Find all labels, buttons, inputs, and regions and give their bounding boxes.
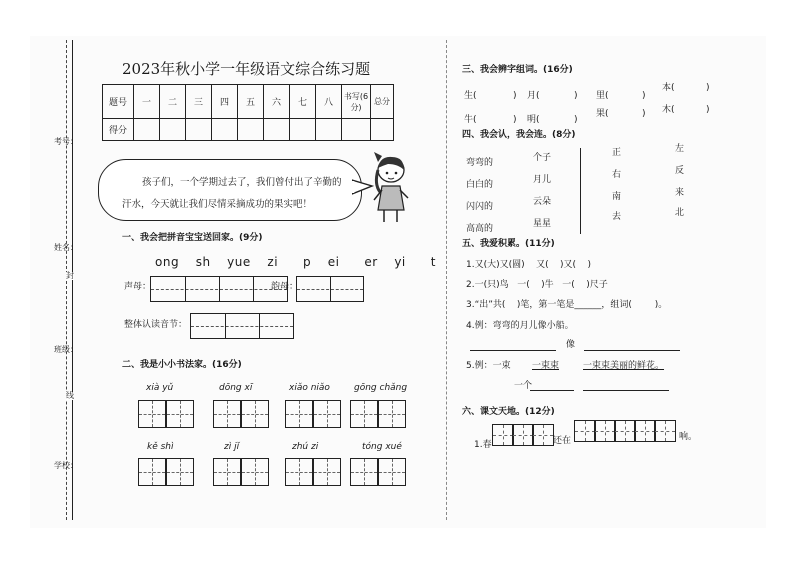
word-close: ): [642, 91, 646, 101]
q5-3: 3.“出”共( )笔，第一笔是______，组词( )。: [466, 300, 668, 310]
section-2-heading: 二、我是小小书法家。(16分): [122, 360, 242, 370]
word-close: ): [706, 83, 710, 93]
word-close: ): [513, 91, 517, 101]
writing-grid[interactable]: [313, 458, 341, 486]
score-table-header-row: [103, 85, 394, 119]
writing-grid[interactable]: [138, 400, 166, 428]
match-mid: 个子: [533, 153, 552, 163]
cell: 七: [290, 85, 316, 119]
word-close: ): [706, 105, 710, 115]
match-mid: 星星: [533, 219, 552, 229]
answer-grid[interactable]: [634, 420, 656, 442]
score-table: [102, 84, 394, 141]
writing-grid[interactable]: [285, 400, 313, 428]
bubble-line-2: 汗水，今天就让我们尽情采摘成功的果实吧！: [122, 199, 313, 210]
score-table-score-row: [103, 119, 394, 141]
writing-grid[interactable]: [350, 400, 378, 428]
shengmu-label: 声母：: [124, 282, 152, 292]
yunmu-boxes[interactable]: [296, 276, 364, 302]
kaohao-label: 考号：: [54, 137, 78, 146]
pinyin-label: gōng chǎng: [354, 383, 408, 393]
score-cell[interactable]: [342, 119, 371, 141]
q5-4-xiang: 像: [566, 340, 576, 350]
word-item: 生(: [464, 91, 477, 101]
word-item: 果(: [596, 109, 609, 119]
score-cell[interactable]: [316, 119, 342, 141]
answer-line[interactable]: [530, 390, 574, 391]
answer-line[interactable]: [470, 350, 556, 351]
yunmu-label: 韵母：: [271, 282, 299, 292]
score-cell[interactable]: [371, 119, 394, 141]
answer-line[interactable]: [584, 350, 680, 351]
word-item: 月(: [527, 91, 540, 101]
zhengti-label: 整体认读音节：: [124, 320, 188, 330]
zhengti-boxes[interactable]: [190, 313, 294, 339]
answer-grid[interactable]: [512, 424, 534, 446]
pinyin-label: zì jǐ: [224, 442, 240, 452]
match-mid: 月儿: [533, 175, 552, 185]
binding-dashed-line: [66, 40, 67, 520]
word-close: ): [513, 115, 517, 125]
writing-grid[interactable]: [166, 400, 194, 428]
writing-grid[interactable]: [213, 400, 241, 428]
q6-1-mid: 还在: [553, 436, 572, 446]
match-left: 弯弯的: [466, 158, 494, 168]
cell: 得分: [103, 119, 134, 141]
bubble-line-1: 孩子们，一个学期过去了，我们曾付出了辛勤的: [142, 177, 342, 188]
cell: 六: [264, 85, 290, 119]
cell: 三: [186, 85, 212, 119]
match-r2: 左: [675, 144, 685, 154]
page-title: 2023年秋小学一年级语文综合练习题: [122, 60, 371, 78]
girl-illustration: [368, 150, 416, 224]
cell: 一: [134, 85, 160, 119]
answer-grid[interactable]: [574, 420, 596, 442]
q6-1-start: 1.春: [474, 440, 492, 450]
match-r1: 右: [612, 170, 622, 180]
q6-1-end: 响。: [679, 432, 698, 442]
match-left: 闪闪的: [466, 202, 494, 212]
word-item: 里(: [596, 91, 609, 101]
writing-grid[interactable]: [213, 458, 241, 486]
section-5-heading: 五、我爱积累。(11分): [462, 239, 555, 249]
writing-grid[interactable]: [378, 400, 406, 428]
banji-label: 班级：: [54, 345, 78, 354]
answer-grid[interactable]: [492, 424, 514, 446]
match-r1: 南: [612, 192, 622, 202]
answer-grid[interactable]: [532, 424, 554, 446]
word-close: ): [574, 91, 578, 101]
word-close: ): [574, 115, 578, 125]
writing-grid[interactable]: [241, 458, 269, 486]
match-r2: 反: [675, 166, 685, 176]
cell: 题号: [103, 85, 134, 119]
section-4-heading: 四、我会认，我会连。(8分): [462, 130, 576, 140]
match-left: 白白的: [466, 180, 494, 190]
section-6-heading: 六、课文天地。(12分): [462, 407, 555, 417]
word-item: 牛(: [464, 115, 477, 125]
q5-1: 1.又(大)又(圆) 又( )又( ): [466, 260, 592, 270]
score-cell[interactable]: [264, 119, 290, 141]
score-cell[interactable]: [238, 119, 264, 141]
cell: 书写(6分): [342, 85, 371, 119]
match-left: 高高的: [466, 224, 494, 234]
pinyin-label: kě shì: [147, 442, 174, 452]
cell: 四: [212, 85, 238, 119]
answer-line[interactable]: [583, 390, 669, 391]
q5-5-phrase: 一束束美丽的鲜花。: [583, 361, 665, 371]
cell: 二: [160, 85, 186, 119]
shengmu-boxes[interactable]: [150, 276, 288, 302]
writing-grid[interactable]: [138, 458, 166, 486]
cell: 总分: [371, 85, 394, 119]
feng-label: 封: [66, 271, 74, 280]
answer-grid[interactable]: [614, 420, 636, 442]
pinyin-label: xià yǔ: [146, 383, 174, 393]
match-divider: [580, 148, 581, 234]
score-cell[interactable]: [212, 119, 238, 141]
pinyin-label: zhú zi: [292, 442, 319, 452]
speech-bubble: [98, 159, 362, 221]
score-cell[interactable]: [290, 119, 316, 141]
writing-grid[interactable]: [350, 458, 378, 486]
q5-5-example: 5.例：一束: [466, 361, 511, 371]
q5-5-yige: 一个: [514, 381, 533, 391]
section-3-heading: 三、我会辨字组词。(16分): [462, 65, 573, 75]
cell: 八: [316, 85, 342, 119]
q5-5-bunch: 一束束: [532, 361, 560, 371]
word-close: ): [642, 109, 646, 119]
answer-grid[interactable]: [594, 420, 616, 442]
q5-2: 2.一(只)鸟 一( )牛 一( )尺子: [466, 280, 608, 290]
word-item: 明(: [527, 115, 540, 125]
match-r2: 北: [675, 208, 685, 218]
writing-grid[interactable]: [378, 458, 406, 486]
pinyin-label: dōng xī: [219, 383, 253, 393]
q5-4: 4.例：弯弯的月儿像小船。: [466, 321, 574, 331]
cell: 五: [238, 85, 264, 119]
pinyin-label: xiǎo niǎo: [289, 383, 330, 393]
writing-grid[interactable]: [285, 458, 313, 486]
word-item: 本(: [662, 83, 675, 93]
match-r1: 正: [612, 148, 622, 158]
xian-label: 线: [66, 391, 74, 400]
word-item: 木(: [662, 105, 675, 115]
xuexiao-label: 学校：: [54, 461, 78, 470]
score-cell[interactable]: [160, 119, 186, 141]
writing-grid[interactable]: [313, 400, 341, 428]
match-mid: 云朵: [533, 197, 552, 207]
score-cell[interactable]: [186, 119, 212, 141]
pinyin-letters: ong sh yue zi p ei er yi t: [155, 255, 436, 269]
xingming-label: 姓名：: [54, 243, 78, 252]
section-1-heading: 一、我会把拼音宝宝送回家。(9分): [122, 233, 263, 243]
match-r1: 去: [612, 212, 622, 222]
writing-grid[interactable]: [241, 400, 269, 428]
match-r2: 来: [675, 188, 685, 198]
score-cell[interactable]: [134, 119, 160, 141]
answer-grid[interactable]: [654, 420, 676, 442]
page-divider: [446, 40, 447, 520]
pinyin-label: tóng xué: [362, 442, 402, 452]
binding-solid-line: [72, 40, 73, 520]
writing-grid[interactable]: [166, 458, 194, 486]
